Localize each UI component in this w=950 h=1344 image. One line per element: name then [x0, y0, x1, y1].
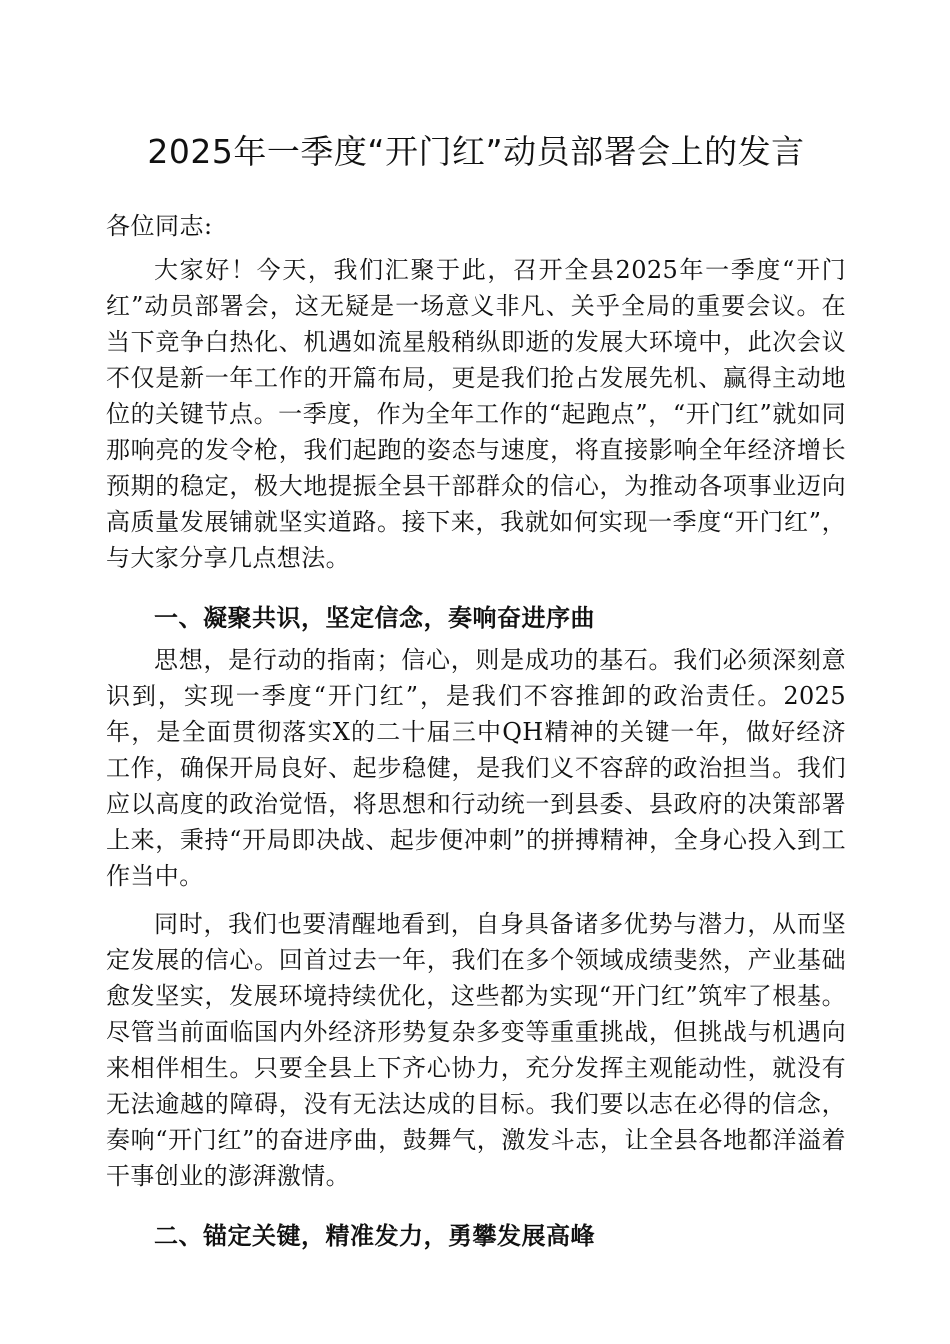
section-heading-1: 一、凝聚共识，坚定信念，奏响奋进序曲: [154, 603, 595, 632]
document-page: [106, 122, 846, 1260]
section-heading-2: 二、锚定关键，精准发力，勇攀发展高峰: [154, 1221, 595, 1250]
section-1-paragraph-1: 思想，是行动的指南；信心，则是成功的基石。我们必须深刻意识到，实现一季度“开门红”，是我们不容推卸的政治责任。2025年，是全面贯彻落实X的二十届三中QH精神的关键一年，做好经济工作，确保开局良好、起步稳健，是我们义不容辞的政治担当。我们应以高度的政治觉悟，将思想和行动统一到县委、县政府的决策部署上来，秉持“开局即决战、起步便冲刺”的拼搏精神，全身心投入到工作当中。: [106, 646, 846, 890]
document-title: 2025年一季度“开门红”动员部署会上的发言: [147, 132, 805, 171]
intro-paragraph: 大家好！今天，我们汇聚于此，召开全县2025年一季度“开门红”动员部署会，这无疑是一场意义非凡、关乎全局的重要会议。在当下竞争白热化、机遇如流星般稍纵即逝的发展大环境中，此次会议不仅是新一年工作的开篇布局，更是我们抢占发展先机、赢得主动地位的关键节点。一季度，作为全年工作的“起跑点”，“开门红”就如同那响亮的发令枪，我们起跑的姿态与速度，将直接影响全年经济增长预期的稳定，极大地提振全县干部群众的信心，为推动各项事业迈向高质量发展铺就坚实道路。接下来，我就如何实现一季度“开门红”，与大家分享几点想法。: [106, 256, 846, 572]
section-1-paragraph-2: 同时，我们也要清醒地看到，自身具备诸多优势与潜力，从而坚定发展的信心。回首过去一年，我们在多个领域成绩斐然，产业基础愈发坚实，发展环境持续优化，这些都为实现“开门红”筑牢了根基。尽管当前面临国内外经济形势复杂多变等重重挑战，但挑战与机遇向来相伴相生。只要全县上下齐心协力，充分发挥主观能动性，就没有无法逾越的障碍，没有无法达成的目标。我们要以志在必得的信念，奏响“开门红”的奋进序曲，鼓舞气，激发斗志，让全县各地都洋溢着干事创业的澎湃激情。: [106, 910, 846, 1190]
salutation: 各位同志:: [106, 212, 213, 240]
